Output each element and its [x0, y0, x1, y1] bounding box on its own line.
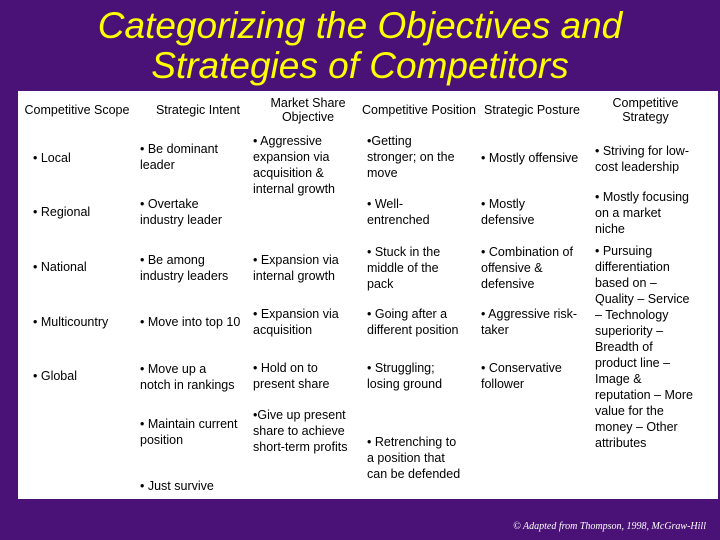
share-hold-on: • Hold on to present share: [253, 361, 330, 391]
slide-title: [0, 6, 720, 86]
strategy-low-cost: • Striving for low-cost leadership: [595, 144, 689, 174]
intent-top-10: • Move into top 10: [140, 315, 241, 329]
scope-global: • Global: [33, 369, 77, 383]
share-via-acquisition: • Expansion via acquisition: [253, 307, 339, 337]
position-stuck-middle: • Stuck in the middle of the pack: [367, 245, 441, 291]
intent-just-survive: • Just survive: [140, 479, 214, 493]
header-strategic-posture: Strategic Posture: [484, 103, 580, 117]
intent-dominant-leader: • Be dominant leader: [140, 142, 219, 172]
share-give-up: •Give up present share to achieve short-term profits: [253, 408, 348, 454]
position-going-after: • Going after a different position: [367, 307, 459, 337]
scope-multicountry: • Multicountry: [33, 315, 109, 329]
header-competitive-position: Competitive Position: [362, 103, 476, 117]
scope-local: • Local: [33, 151, 71, 165]
title-line-2: Strategies of Competitors: [151, 45, 569, 86]
share-internal-growth: • Expansion via internal growth: [253, 253, 339, 283]
intent-move-up-notch: • Move up a notch in rankings: [140, 362, 235, 392]
header-market-share-objective: Market Share Objective: [270, 96, 346, 124]
header-competitive-strategy: Competitive Strategy: [612, 96, 679, 124]
source-credit: © Adapted from Thompson, 1998, McGraw-Hill: [513, 521, 706, 532]
position-getting-stronger: •Getting stronger; on the move: [367, 134, 455, 180]
posture-mostly-defensive: • Mostly defensive: [481, 197, 535, 227]
share-aggressive-expansion: • Aggressive expansion via acquisition & internal growth: [253, 134, 335, 196]
scope-national: • National: [33, 260, 87, 274]
strategy-niche: • Mostly focusing on a market niche: [595, 190, 689, 236]
intent-among-leaders: • Be among industry leaders: [140, 253, 229, 283]
strategy-differentiation: • Pursuing differentiation based on – Quality – Service – Technology superiority – Breadth of product line – Image & reputation – More value for the money – Other attributes: [595, 244, 693, 450]
posture-aggressive-risk-taker: • Aggressive risk-taker: [481, 307, 578, 337]
posture-mostly-offensive: • Mostly offensive: [481, 151, 579, 165]
strategy-table: [18, 91, 718, 499]
intent-overtake-leader: • Overtake industry leader: [140, 197, 222, 227]
posture-conservative-follower: • Conservative follower: [481, 361, 562, 391]
header-strategic-intent: Strategic Intent: [155, 103, 241, 117]
title-line-1: Categorizing the Objectives and: [97, 5, 623, 46]
position-struggling: • Struggling; losing ground: [367, 361, 443, 391]
header-competitive-scope: Competitive Scope: [24, 103, 130, 117]
position-retrenching: • Retrenching to a position that can be defended: [367, 435, 461, 481]
posture-combination: • Combination of offensive & defensive: [481, 245, 573, 291]
intent-maintain-position: • Maintain current position: [140, 417, 238, 447]
scope-regional: • Regional: [33, 205, 91, 219]
position-well-entrenched: • Well-entrenched: [367, 197, 430, 227]
